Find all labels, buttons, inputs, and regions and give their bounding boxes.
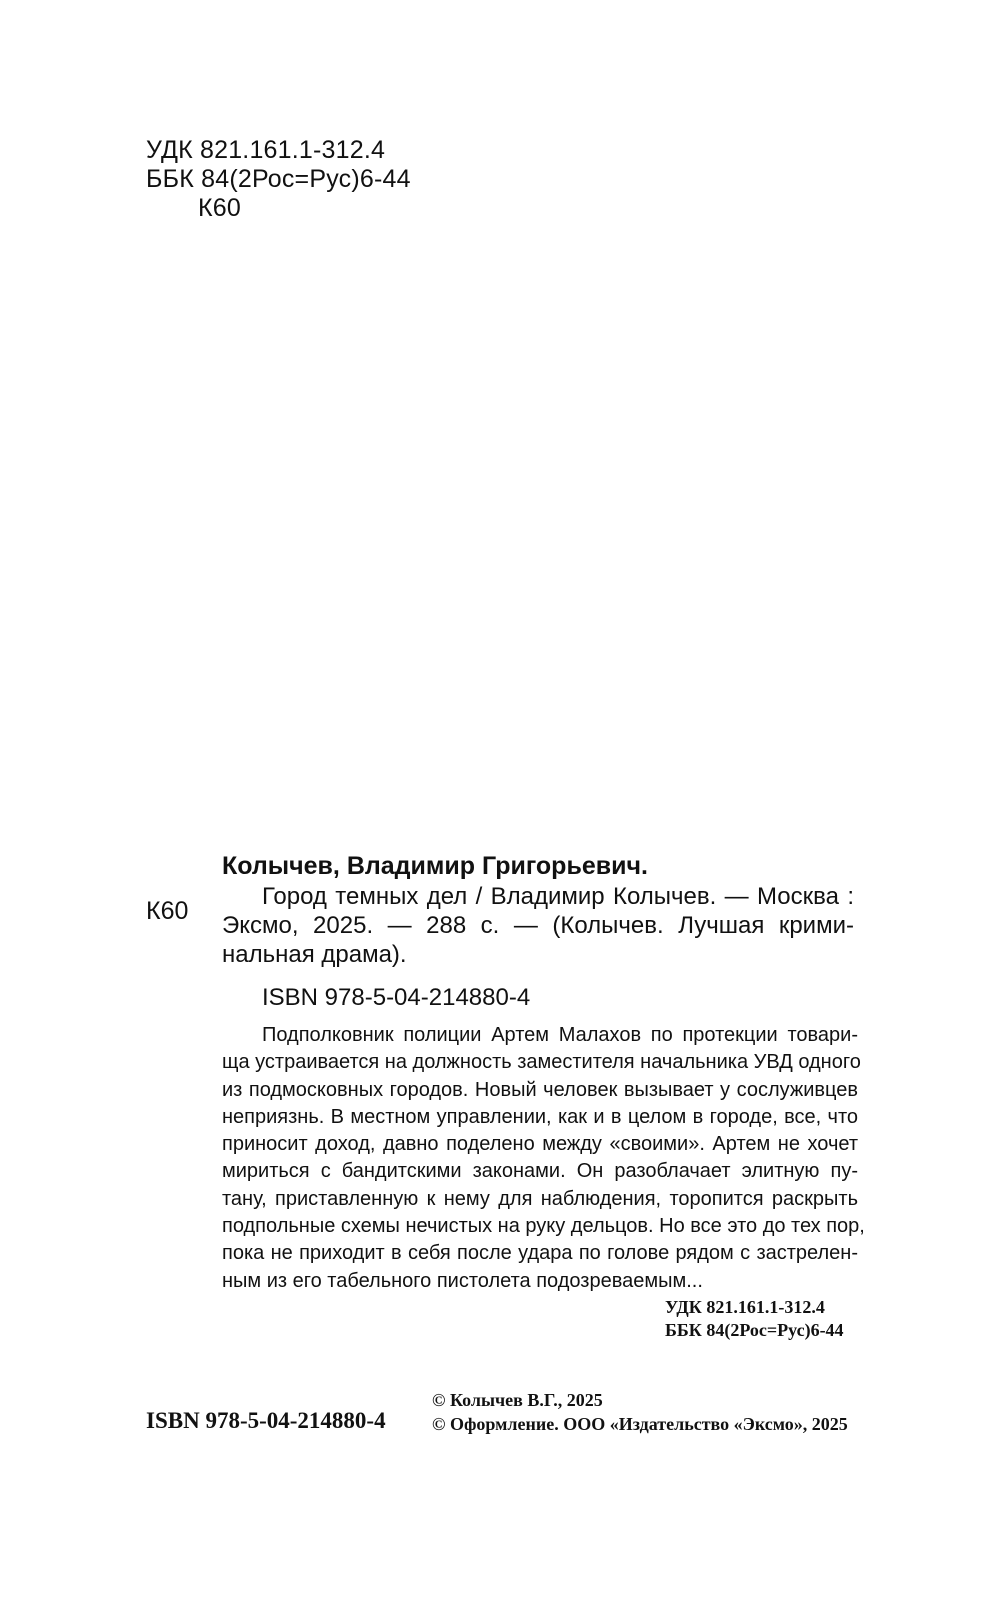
author-mark-top: К60 — [198, 194, 241, 222]
copyright-author: © Колычев В.Г., 2025 — [432, 1390, 603, 1410]
author-mark-margin: К60 — [146, 897, 189, 925]
annotation-line: Подполковник полиции Артем Малахов по протекции товари- — [262, 1024, 858, 1046]
description-line: Город темных дел / Владимир Колычев. — Москва : — [262, 883, 854, 910]
annotation-line: подпольные схемы нечистых на руку дельцов. Но все это до тех пор, — [222, 1215, 865, 1238]
isbn-entry: ISBN 978-5-04-214880-4 — [262, 984, 531, 1011]
bbk-code-top: ББК 84(2Рос=Рус)6-44 — [146, 165, 411, 193]
bibliographic-description — [222, 882, 854, 969]
annotation-line: неприязнь. В местном управлении, как и в целом в городе, все, что — [222, 1105, 858, 1128]
annotation — [222, 1022, 865, 1295]
bbk-code-right: ББК 84(2Рос=Рус)6-44 — [665, 1320, 844, 1340]
copyright-design: © Оформление. ООО «Издательство «Эксмо», 2025 — [432, 1414, 848, 1434]
annotation-line: мириться с бандитскими законами. Он разоблачает элитную пу- — [222, 1160, 858, 1183]
udk-code-right: УДК 821.161.1-312.4 — [665, 1297, 825, 1317]
isbn-footer: ISBN 978-5-04-214880-4 — [146, 1408, 386, 1433]
annotation-line: ща устраивается на должность заместителя начальника УВД одного — [222, 1051, 861, 1074]
description-line: нальная драма). — [222, 941, 407, 968]
annotation-line: из подмосковных городов. Новый человек вызывает у сослуживцев — [222, 1078, 858, 1101]
annotation-line: приносит доход, давно поделено между «своими». Артем не хочет — [222, 1133, 858, 1156]
annotation-line: пока не приходит в себя после удара по голове рядом с застрелен- — [222, 1242, 858, 1265]
annotation-line: ным из его табельного пистолета подозреваемым... — [222, 1269, 703, 1292]
description-line: Эксмо, 2025. — 288 с. — (Колычев. Лучшая крими- — [222, 912, 854, 939]
author-heading: Колычев, Владимир Григорьевич. — [222, 852, 648, 880]
udk-code-top: УДК 821.161.1-312.4 — [146, 136, 386, 164]
annotation-line: тану, приставленную к нему для наблюдения, торопится раскрыть — [222, 1187, 858, 1210]
